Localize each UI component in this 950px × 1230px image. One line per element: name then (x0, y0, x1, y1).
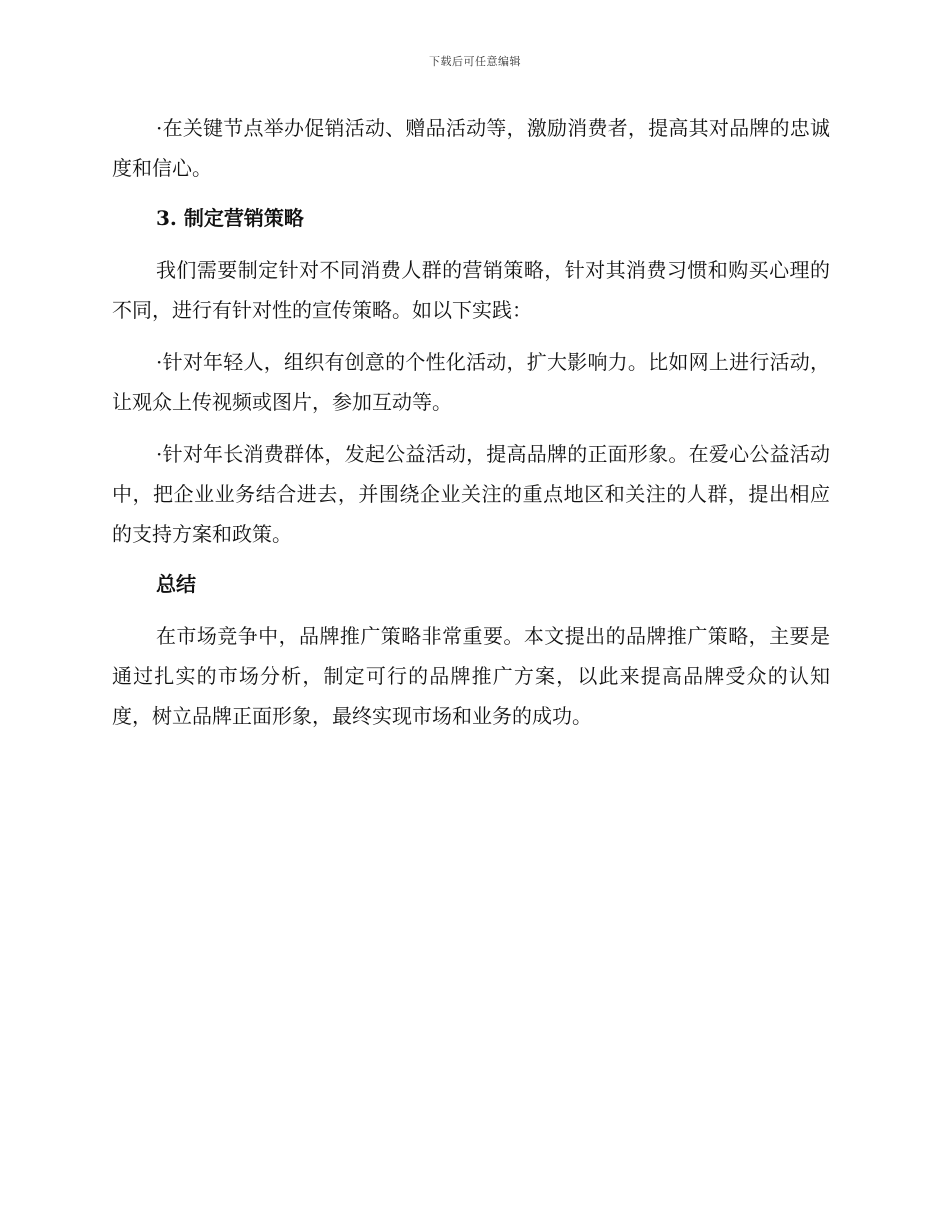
bullet-mark: · (156, 442, 163, 466)
section-heading-marketing-strategy: 3. 制定营销策略 (156, 206, 304, 230)
bullet-paragraph-promotions (112, 108, 830, 188)
document-body (112, 108, 830, 748)
paragraph-marketing-strategy-intro: 我们需要制定针对不同消费人群的营销策略，针对其消费习惯和购买心理的不同，进行有针对性的宣传策略。如以下实践： (112, 258, 830, 322)
bullet-text: 针对年轻人，组织有创意的个性化活动，扩大影响力。比如网上进行活动，让观众上传视频或图片，参加互动等。 (112, 350, 830, 414)
bullet-paragraph-young-people (112, 342, 830, 422)
bullet-mark: · (156, 350, 163, 374)
section-heading-summary: 总结 (156, 572, 196, 596)
bullet-text: 针对年长消费群体，发起公益活动，提高品牌的正面形象。在爱心公益活动中，把企业业务结合进去，并围绕企业关注的重点地区和关注的人群，提出相应的支持方案和政策。 (112, 442, 830, 546)
bullet-mark: · (156, 116, 163, 140)
page-header: 下载后可任意编辑 (429, 55, 521, 68)
bullet-text: 在关键节点举办促销活动、赠品活动等，激励消费者，提高其对品牌的忠诚度和信心。 (112, 116, 830, 180)
paragraph-summary: 在市场竞争中，品牌推广策略非常重要。本文提出的品牌推广策略，主要是通过扎实的市场分析，制定可行的品牌推广方案，以此来提高品牌受众的认知度，树立品牌正面形象，最终实现市场和业务的成功。 (112, 624, 830, 728)
bullet-paragraph-older-consumers (112, 434, 830, 554)
